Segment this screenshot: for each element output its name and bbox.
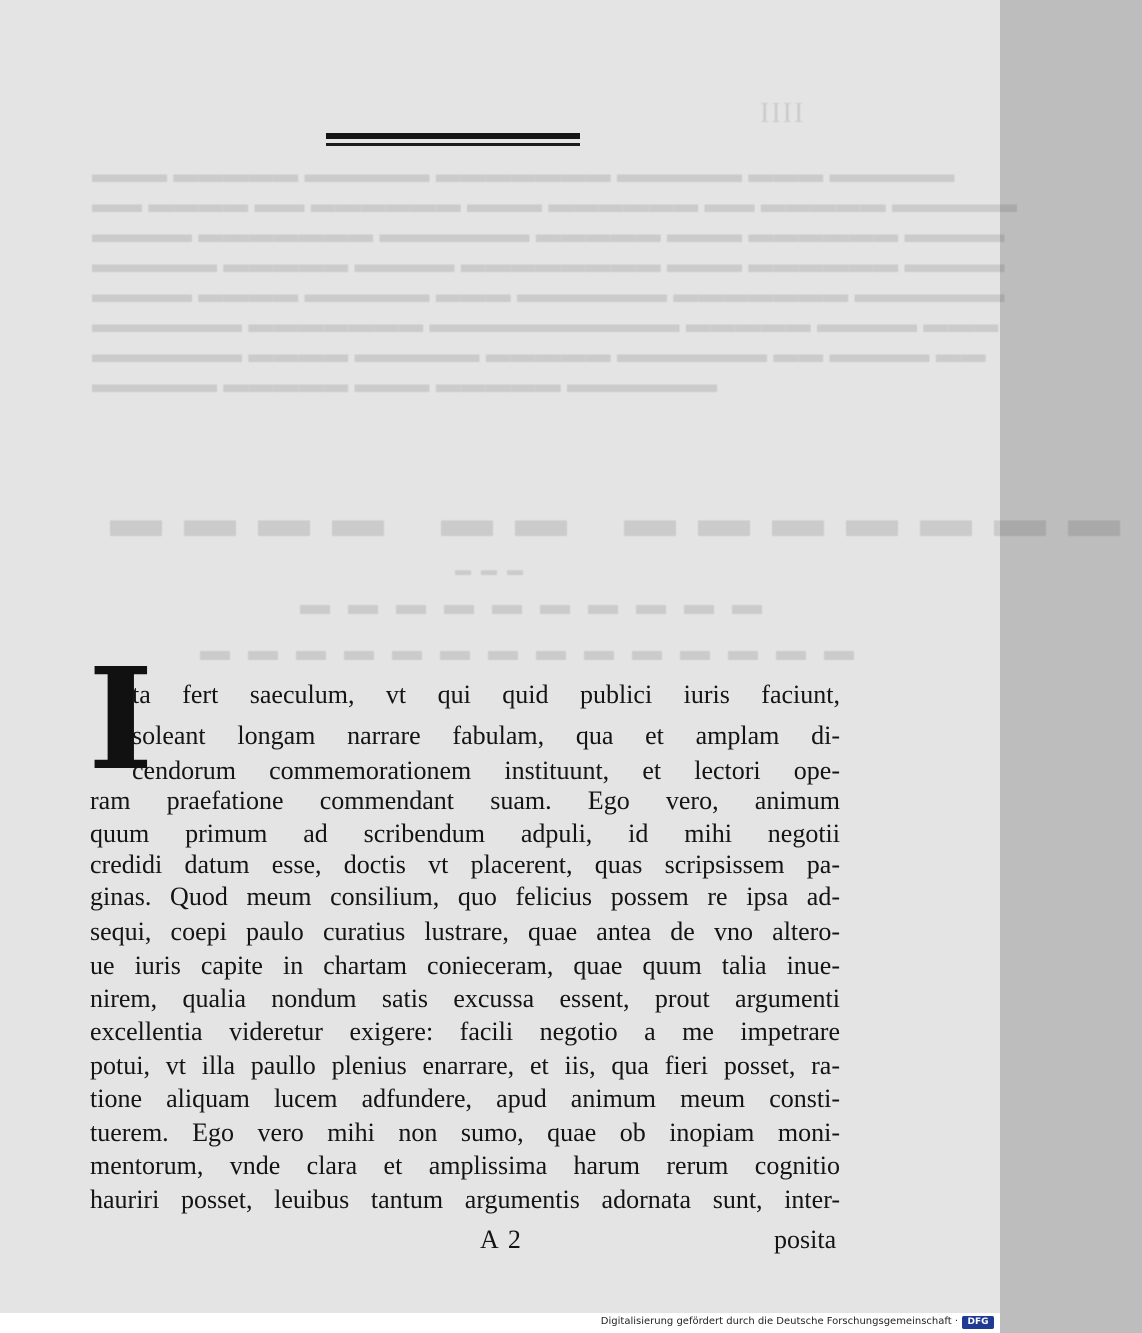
- show-through-subtitle: ▬▬▬▬▬▬▬▬▬▬: [300, 588, 780, 621]
- body-line: soleant longam narrare fabulam, qua et amplam di-: [132, 721, 840, 750]
- footer-banner: [0, 1313, 1000, 1333]
- body-line: tione aliquam lucem adfundere, apud animum meum consti-: [90, 1084, 840, 1113]
- body-line: sequi, coepi paulo curatius lustrare, quae antea de vno altero-: [90, 917, 840, 946]
- body-line: hauriri posset, leuibus tantum argumentis adornata sunt, inter-: [90, 1185, 840, 1214]
- show-through-subtitle: ▬▬▬▬▬▬▬▬▬▬▬▬▬▬: [200, 634, 872, 667]
- drop-cap: I: [88, 638, 154, 802]
- dfg-logo-icon: DFG: [962, 1316, 994, 1329]
- rule-thin-line: [326, 143, 580, 146]
- body-line: credidi datum esse, doctis vt placerent, quas scripsissem pa-: [90, 850, 840, 879]
- show-through-subtitle: ▬▬▬: [455, 562, 533, 579]
- ornamental-rule: [326, 130, 580, 150]
- body-line: potui, vt illa paullo plenius enarrare, et iis, qua fieri posset, ra-: [90, 1051, 840, 1080]
- catchword: posita: [774, 1225, 837, 1254]
- show-through-text: ▬▬▬ ▬▬▬▬▬ ▬▬▬▬▬ ▬▬▬▬▬▬▬ ▬▬▬▬▬ ▬▬▬ ▬▬▬▬▬ ▬▬ ▬▬▬▬ ▬▬ ▬▬▬▬▬▬ ▬▬▬ ▬▬▬▬▬▬ ▬▬ ▬▬▬▬▬ ▬▬▬▬▬ ▬▬▬▬ ▬▬▬▬▬▬▬ ▬▬▬▬▬▬ ▬▬▬▬▬ ▬▬▬ ▬▬▬▬▬▬ ▬▬▬▬ ▬▬▬▬▬ ▬▬▬▬▬ ▬▬▬▬ ▬▬▬▬▬▬▬▬ ▬▬▬ ▬▬▬▬▬▬ ▬▬▬▬ ▬▬▬▬ ▬▬▬▬ ▬▬▬▬▬ ▬▬▬ ▬▬▬▬▬▬ ▬▬▬▬▬▬▬ ▬▬▬▬▬▬ ▬▬▬▬▬▬ ▬▬▬▬▬▬▬ ▬▬▬▬▬▬▬▬▬▬ ▬▬▬▬▬ ▬▬▬▬ ▬▬▬ ▬▬▬▬▬▬ ▬▬▬▬ ▬▬▬▬▬ ▬▬▬▬▬ ▬▬▬▬▬▬ ▬▬ ▬▬▬▬ ▬▬ ▬▬▬▬▬ ▬▬▬▬▬ ▬▬▬ ▬▬▬▬▬ ▬▬▬▬▬▬: [92, 161, 1017, 398]
- show-through-title: ▬▬▬▬ ▬▬ ▬▬▬▬▬▬▬: [110, 491, 1142, 548]
- body-line: ram praefatione commendant suam. Ego vero, animum: [90, 786, 840, 815]
- body-line: ue iuris capite in chartam conieceram, quae quum talia inue-: [90, 951, 840, 980]
- show-through-heading: IIII: [760, 98, 806, 129]
- footer-credit: Digitalisierung gefördert durch die Deutsche Forschungsgemeinschaft ·: [600, 1316, 958, 1327]
- body-line: tuerem. Ego vero mihi non sumo, quae ob inopiam moni-: [90, 1118, 840, 1147]
- body-line: cendorum commemorationem instituunt, et lectori ope-: [132, 756, 840, 785]
- body-line: nirem, qualia nondum satis excussa essent, prout argumenti: [90, 984, 840, 1013]
- body-line: ta fert saeculum, vt qui quid publici iuris faciunt,: [132, 680, 840, 709]
- body-line: quum primum ad scribendum adpuli, id mihi negotii: [90, 819, 840, 848]
- body-line: mentorum, vnde clara et amplissima harum rerum cognitio: [90, 1151, 840, 1180]
- rule-thick-line: [326, 133, 580, 139]
- signature-mark: A 2: [480, 1225, 523, 1254]
- body-line: ginas. Quod meum consilium, quo felicius possem re ipsa ad-: [90, 882, 840, 911]
- body-line: excellentia videretur exigere: facili negotio a me impetrare: [90, 1017, 840, 1046]
